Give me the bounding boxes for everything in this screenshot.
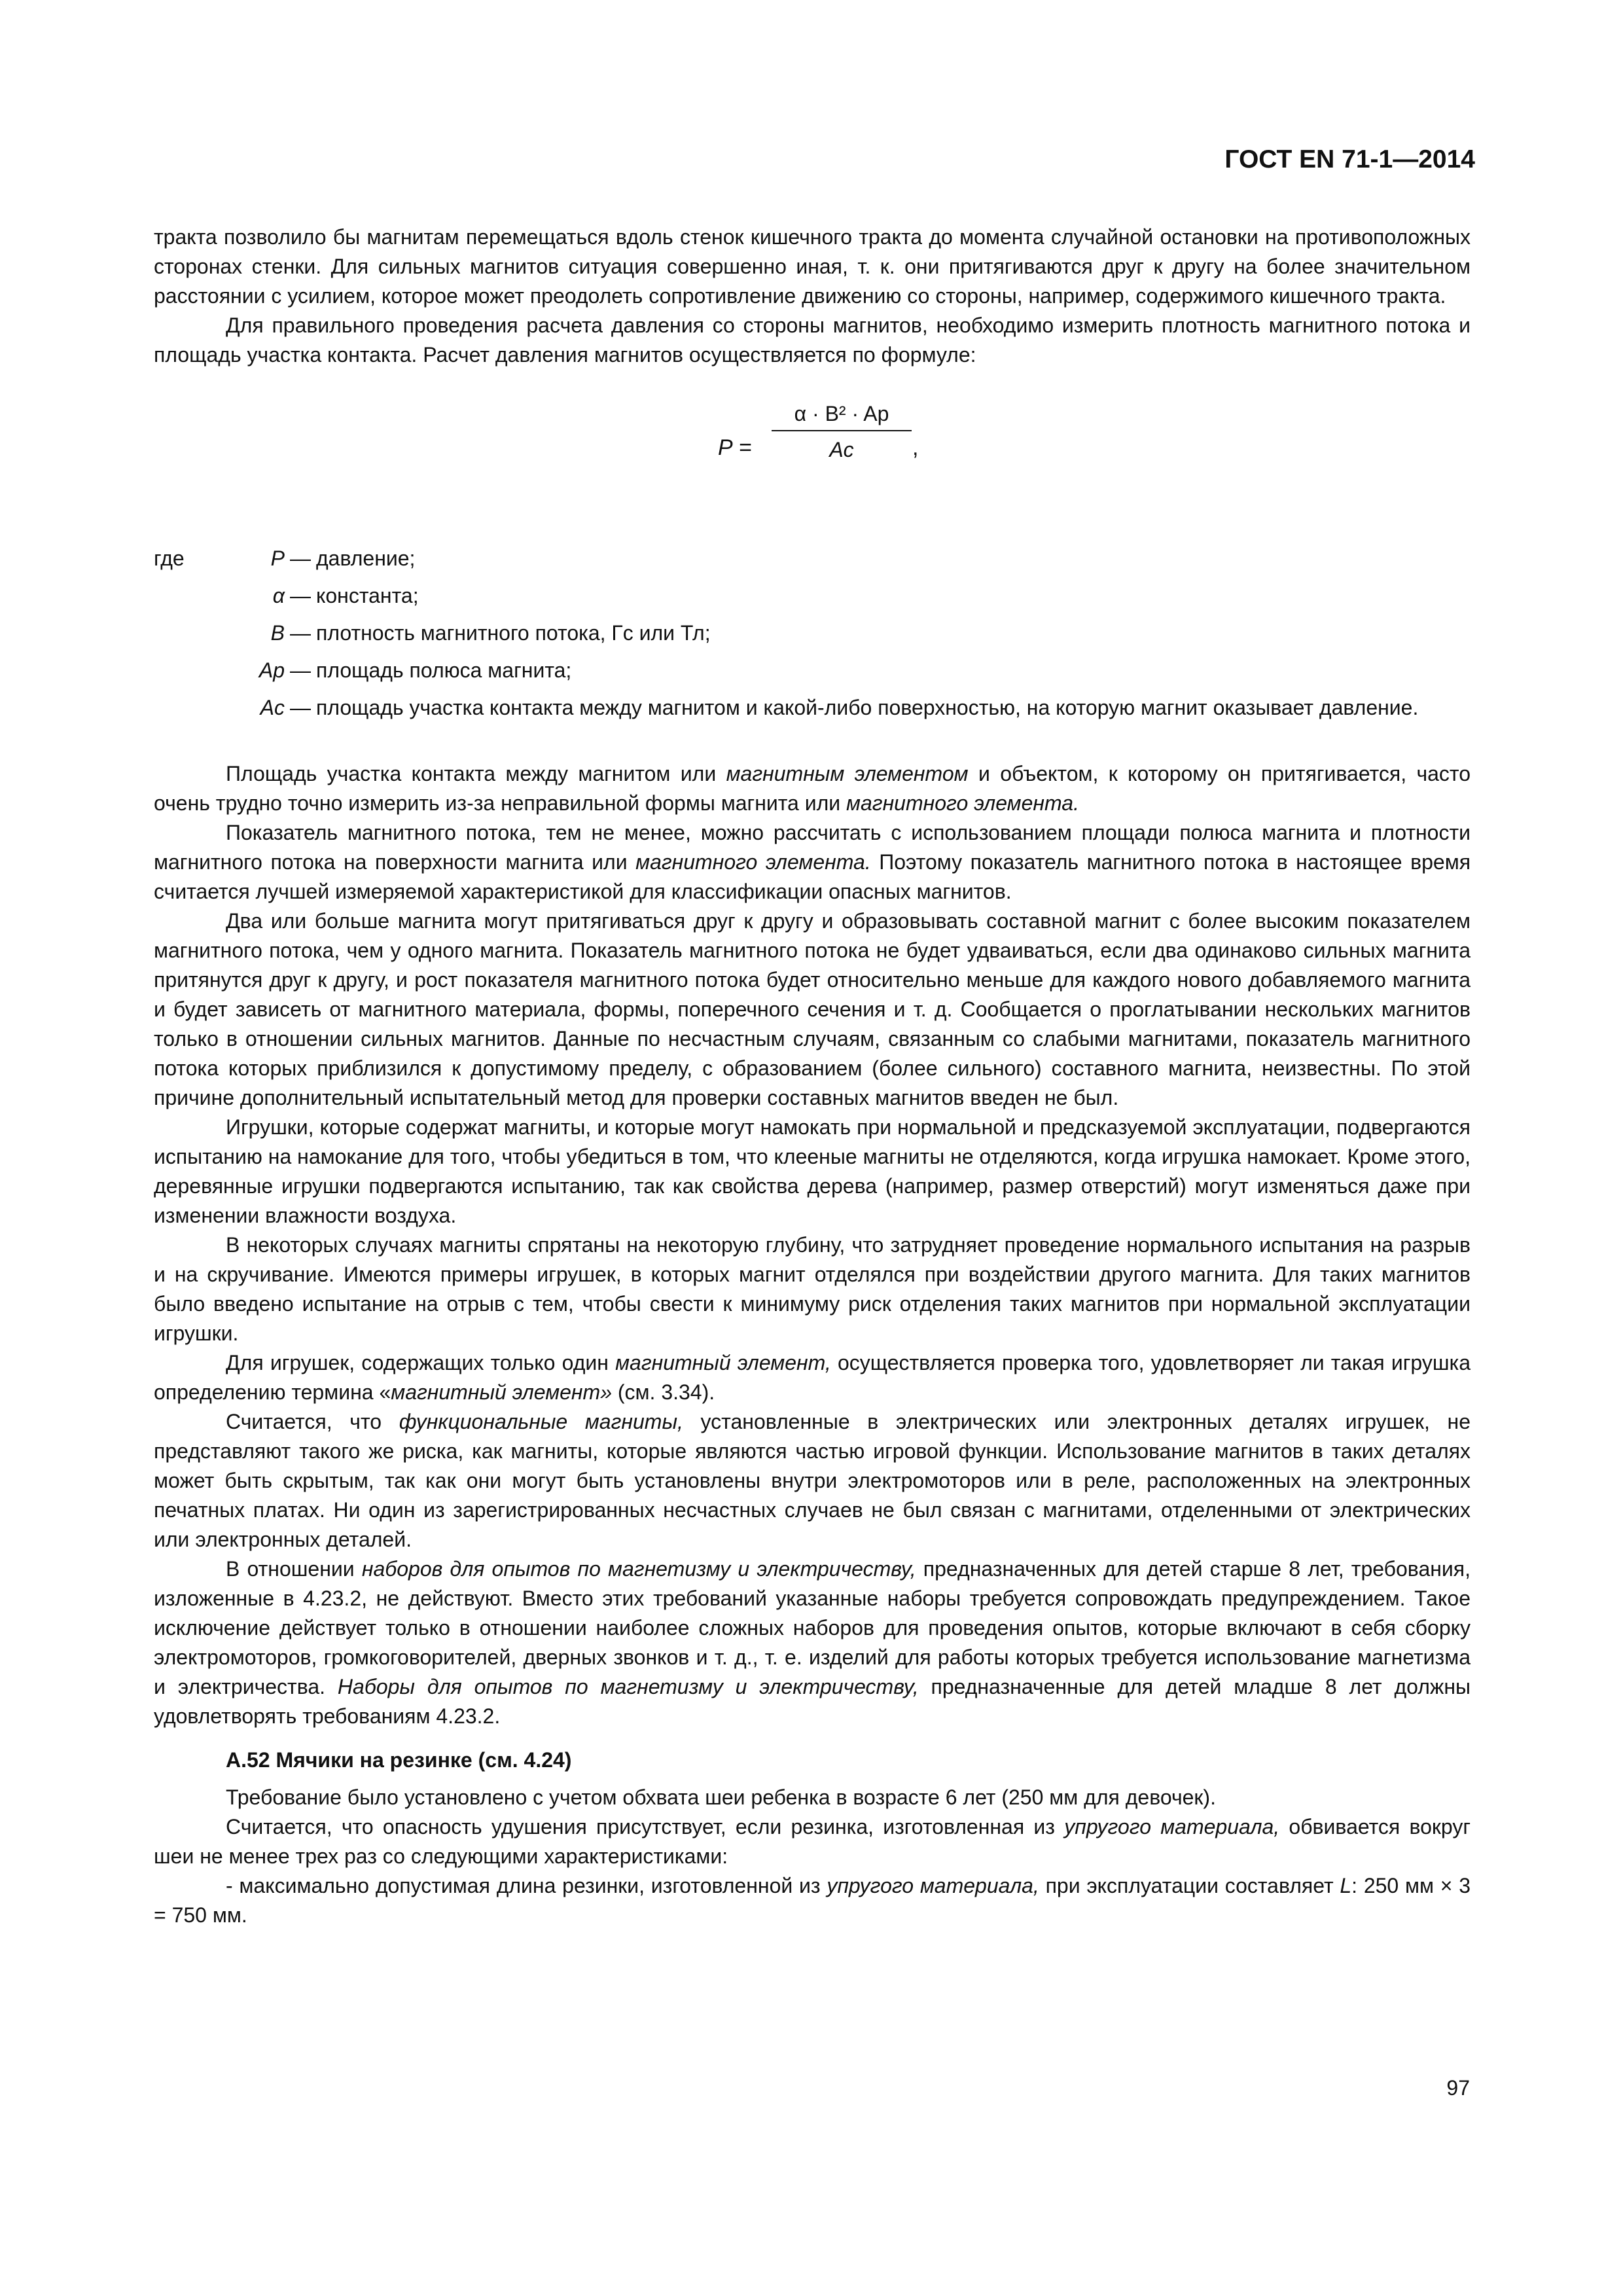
pressure-formula	[154, 370, 1471, 527]
variable-legend	[154, 544, 1471, 723]
legend-text: константа;	[316, 584, 419, 607]
page-content	[154, 223, 1471, 1930]
section-heading: А.52 Мячики на резинке (см. 4.24)	[226, 1748, 572, 1772]
section-list-item: - максимально допустимая длина резинки, изготовленной из упругого материала, при эксплуатации составляет L: 250 мм × 3 = 750 мм.	[154, 1874, 1471, 1927]
legend-label: где	[154, 547, 185, 570]
body-paragraph: В некоторых случаях магниты спрятаны на некоторую глубину, что затрудняет проведение нормального испытания на разрыв и на скручивание. Имеются примеры игрушек, в которых магнит отделялся при воздействии другого магнита. Для таких магнитов было введено испытание на отрыв с тем, чтобы свести к минимуму риск отделения таких магнитов при нормальной эксплуатации игрушки.	[154, 1233, 1471, 1345]
paragraph-continuation: тракта позволило бы магнитам перемещаться вдоль стенок кишечного тракта до момента случайной остановки на противоположных сторонах стенки. Для сильных магнитов ситуация совершенно иная, т. к. они притягиваются друг к другу на более значительном расстоянии с усилием, которое может преодолеть сопротивление движению со стороны, например, содержимого кишечного тракта.	[154, 225, 1471, 308]
formula-lhs: P =	[718, 435, 752, 460]
legend-symbol: B	[270, 621, 285, 645]
legend-dash: —	[290, 621, 311, 645]
legend-symbol: Ac	[260, 696, 285, 719]
legend-symbol: P	[270, 547, 285, 570]
section-paragraph: Требование было установлено с учетом обхвата шеи ребенка в возрасте 6 лет (250 мм для девочек).	[226, 1785, 1216, 1809]
body-paragraph: Площадь участка контакта между магнитом или магнитным элементом и объектом, к которому он притягивается, часто очень трудно точно измерить из-за неправильной формы магнита или магнитного элемента.	[154, 762, 1471, 815]
body-paragraph: Для игрушек, содержащих только один магнитный элемент, осуществляется проверка того, удовлетворяет ли такая игрушка определению термина «магнитный элемент» (см. 3.34).	[154, 1351, 1471, 1404]
body-paragraph: Игрушки, которые содержат магниты, и которые могут намокать при нормальной и предсказуемой эксплуатации, подвергаются испытанию на намокание для того, чтобы убедиться в том, что клееные магниты не отделяются, когда игрушка намокает. Кроме этого, деревянные игрушки подвергаются испытанию, так как свойства дерева (например, размер отверстий) могут изменяться даже при изменении влажности воздуха.	[154, 1115, 1471, 1227]
body-paragraph: Два или больше магнита могут притягиваться друг к другу и образовывать составной магнит с более высоким показателем магнитного потока, чем у одного магнита. Показатель магнитного потока не будет удваиваться, если два одинаково сильных магнита притянутся друг к другу, и рост показателя магнитного потока будет относительно меньше для каждого нового добавляемого магнита и будет зависеть от магнитного материала, формы, поперечного сечения и т. д. Сообщается о проглатывании нескольких магнитов только в отношении сильных магнитов. Данные по несчастным случаям, связанным со слабыми магнитами, показатель магнитного потока которых приблизился к допустимому пределу, с образованием (более сильного) составного магнита, неизвестны. По этой причине дополнительный испытательный метод для проверки составных магнитов введен не был.	[154, 909, 1471, 1109]
legend-dash: —	[290, 547, 311, 570]
formula-comma: ,	[912, 435, 919, 460]
legend-text: давление;	[316, 547, 416, 570]
paragraph-formula-intro: Для правильного проведения расчета давления со стороны магнитов, необходимо измерить плотность магнитного потока и площадь участка контакта. Расчет давления магнитов осуществляется по формуле:	[154, 314, 1471, 367]
legend-row	[154, 619, 1471, 648]
legend-symbol: Ap	[259, 658, 285, 682]
formula-fraction	[772, 399, 912, 465]
page-number: 97	[1446, 2076, 1470, 2100]
legend-row	[154, 693, 1471, 723]
legend-text: площадь участка контакта между магнитом и какой-либо поверхностью, на которую магнит оказывает давление.	[316, 696, 1419, 719]
legend-text: плотность магнитного потока, Гс или Тл;	[316, 621, 711, 645]
legend-dash: —	[290, 584, 311, 607]
formula-denominator: Ac	[829, 438, 854, 461]
body-paragraph: Показатель магнитного потока, тем не менее, можно рассчитать с использованием площади полюса магнита и плотности магнитного потока на поверхности магнита или магнитного элемента. Поэтому показатель магнитного потока в настоящее время считается лучшей измеряемой характеристикой для классификации опасных магнитов.	[154, 821, 1471, 903]
formula-numerator: α · B² · Ap	[794, 402, 889, 425]
legend-dash: —	[290, 658, 311, 682]
document-code-header: ГОСТ EN 71-1—2014	[1224, 145, 1475, 173]
legend-row	[154, 581, 1471, 611]
section-paragraph: Считается, что опасность удушения присутствует, если резинка, изготовленная из упругого материала, обвивается вокруг шеи не менее трех раз со следующими характеристиками:	[154, 1815, 1471, 1868]
body-paragraph: В отношении наборов для опытов по магнетизму и электричеству, предназначенных для детей старше 8 лет, требования, изложенные в 4.23.2, не действуют. Вместо этих требований указанные наборы требуется сопровождать предупреждением. Такое исключение действует только в отношении наиболее сложных наборов для проведения опытов, которые включают в себя сборку электромоторов, громкоговорителей, дверных звонков и т. д., т. е. изделий для работы которых требуется использование магнетизма и электричества. Наборы для опытов по магнетизму и электричеству, предназначенные для детей младше 8 лет должны удовлетворять требованиям 4.23.2.	[154, 1557, 1471, 1728]
legend-row	[154, 544, 1471, 573]
legend-dash: —	[290, 696, 311, 719]
legend-row	[154, 656, 1471, 685]
body-paragraph: Считается, что функциональные магниты, установленные в электрических или электронных деталях игрушек, не представляют такого же риска, как магниты, которые являются частью игровой функции. Использование магнитов в таких деталях может быть скрытым, так как они могут быть установлены внутри электромоторов или в реле, расположенных на электронных печатных платах. Ни один из зарегистрированных несчастных случаев не был связан с магнитами, отделенными от электрических или электронных деталей.	[154, 1410, 1471, 1551]
legend-text: площадь полюса магнита;	[316, 658, 572, 682]
fraction-bar	[772, 430, 912, 431]
legend-symbol: α	[272, 584, 285, 607]
